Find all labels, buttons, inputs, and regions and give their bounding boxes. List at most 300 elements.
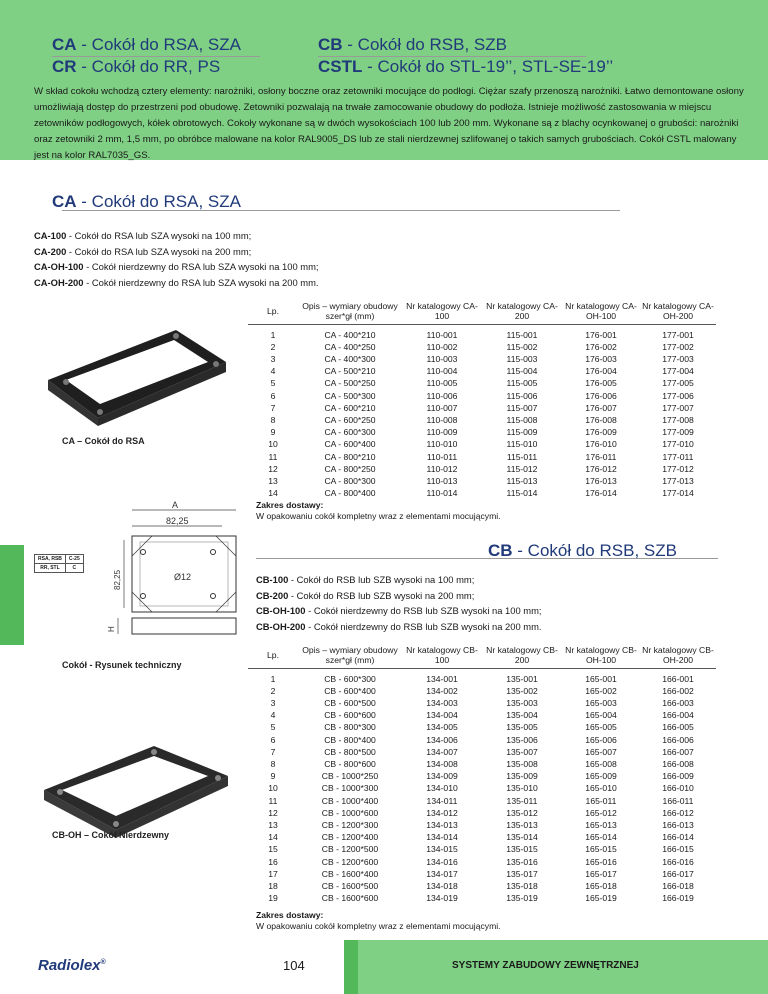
table-cell: 4	[270, 710, 276, 721]
table-cell: 134-011	[426, 795, 458, 806]
drawing-caption: Cokół - Rysunek techniczny	[62, 660, 182, 670]
table-cell: 177-011	[662, 451, 694, 462]
table-cell: 134-006	[426, 734, 458, 745]
table-cell: 134-019	[426, 893, 458, 904]
cr-code: CR	[52, 57, 77, 76]
table-cell: 115-011	[506, 451, 538, 462]
ca-zakres-title: Zakres dostawy:	[256, 500, 324, 510]
table-cell: 115-006	[506, 390, 538, 401]
table-cell: CA - 400*250	[324, 341, 376, 352]
table-cell: CA - 600*400	[324, 439, 376, 450]
table-cell: 12	[268, 463, 278, 474]
table-cell: 166-009	[662, 771, 694, 782]
table-cell: 165-014	[585, 832, 617, 843]
table-cell: 177-004	[662, 366, 694, 377]
table-cell: 10	[268, 783, 278, 794]
table-row	[248, 685, 716, 697]
header-cell: Nr katalogowy CA-OH-100	[565, 300, 637, 321]
table-cell: 14	[268, 832, 278, 843]
table-row	[248, 709, 716, 721]
table-cell: 134-015	[426, 844, 458, 855]
cb-section-code: CB	[488, 541, 513, 560]
table-cell: 9	[270, 771, 276, 782]
cb-title-rule	[256, 558, 718, 559]
table-cell: 110-009	[426, 427, 458, 438]
table-cell: 166-017	[662, 868, 694, 879]
table-row	[248, 795, 716, 807]
dim-side-label: 82,25	[113, 569, 122, 590]
table-row	[248, 856, 716, 868]
table-cell: 134-012	[426, 807, 458, 818]
table-cell: 8	[270, 414, 276, 425]
dim-a-label: A	[172, 500, 179, 510]
table-cell: 177-003	[662, 353, 694, 364]
table-row	[248, 697, 716, 709]
table-cell: 110-014	[426, 488, 458, 499]
table-cell: 110-010	[426, 439, 458, 450]
table-cell: CA - 800*300	[324, 475, 376, 486]
list-item: CA-200 - Cokół do RSA lub SZA wysoki na 200 mm;	[34, 245, 252, 257]
table-cell: 134-016	[426, 856, 458, 867]
header-cell: Lp.	[267, 305, 279, 316]
table-cell: 166-014	[662, 832, 694, 843]
cb-zakres-text: W opakowaniu cokół kompletny wraz z elementami mocującymi.	[256, 921, 501, 931]
drawing-size-table: RSA, RSB C-25 RR, STL C	[34, 554, 84, 573]
header-cell: Nr katalogowy CA-100	[406, 300, 478, 321]
table-row	[248, 414, 716, 426]
table-cell: 135-018	[506, 880, 538, 891]
table-cell: 110-004	[426, 366, 458, 377]
table-cell: 166-001	[662, 673, 694, 684]
table-row	[248, 758, 716, 770]
ca-section-rest: - Cokół do RSA, SZA	[76, 192, 241, 211]
header-left-title	[52, 34, 260, 57]
table-row	[248, 451, 716, 463]
table-cell: 134-005	[426, 722, 458, 733]
table-cell: 135-016	[506, 856, 538, 867]
table-cell: 165-010	[585, 783, 617, 794]
table-cell: 115-003	[506, 353, 538, 364]
table-cell: 5	[270, 378, 276, 389]
table-cell: 3	[270, 353, 276, 364]
table-cell: 10	[268, 439, 278, 450]
table-cell: 166-019	[662, 893, 694, 904]
table-cell: 134-018	[426, 880, 458, 891]
cb-code: CB	[318, 35, 343, 54]
table-cell: 5	[270, 722, 276, 733]
ca-plinth-photo	[36, 320, 232, 430]
table-row	[248, 341, 716, 353]
table-cell: 165-005	[585, 722, 617, 733]
table-cell: 115-010	[506, 439, 538, 450]
table-cell: 115-013	[506, 475, 538, 486]
table-cell: 1	[270, 329, 276, 340]
table-cell: 177-014	[662, 488, 694, 499]
table-cell: 135-008	[506, 758, 538, 769]
header-cell: Nr katalogowy CB-100	[406, 644, 478, 665]
table-cell: 166-006	[662, 734, 694, 745]
table-cell: 135-010	[506, 783, 538, 794]
header-cell: Nr katalogowy CA-OH-200	[642, 300, 714, 321]
table-cell: 176-012	[585, 463, 617, 474]
technical-drawing	[100, 500, 240, 650]
table-cell: 135-017	[506, 868, 538, 879]
table-cell: CA - 600*210	[324, 402, 376, 413]
table-cell: 13	[268, 475, 278, 486]
table-cell: 176-006	[585, 390, 617, 401]
table-row	[248, 807, 716, 819]
table-cell: 110-008	[426, 414, 458, 425]
table-cell: 165-016	[585, 856, 617, 867]
table-cell: 165-009	[585, 771, 617, 782]
header-cell: Nr katalogowy CA-200	[486, 300, 558, 321]
table-cell: 6	[270, 390, 276, 401]
table-cell: 110-013	[426, 475, 458, 486]
table-cell: 110-002	[426, 341, 458, 352]
dim-top-label: 82,25	[166, 516, 189, 526]
table-cell: 166-011	[662, 795, 694, 806]
intro-paragraph: W skład cokołu wchodzą cztery elementy: narożniki, osłony boczne oraz zetowniki mocujące do podłogi. Ciężar szafy przenoszą narożniki. Łatwo demontowane osłony umożliwiają dostęp do przestrzeni pod obudowę. Zetowniki pozwalają na trwałe zamocowanie obudowy do podłoża. Istnieje możliwość zastosowania w miejscu zetowników podłogowych, kółek obrotowych. Cokoły wykonane są w dwóch wysokościach 100 lub 200 mm. Wykonane są z blachy ocynkowanej o grubości: narożniki oraz zetowniki 2 mm, 1,5 mm, po obróbce malowane na kolor RAL9005_DS lub ze stali nierdzewnej szlifowanej o takich samych grubościach. Cokół CSTL malowany jest na kolor RAL7035_GS.	[34, 86, 744, 161]
ca-catalog-table	[248, 298, 716, 499]
table-cell: 15	[268, 844, 278, 855]
table-row	[248, 734, 716, 746]
table-cell: 177-005	[662, 378, 694, 389]
list-item: CB-100 - Cokół do RSB lub SZB wysoki na 100 mm;	[256, 574, 475, 585]
table-row	[248, 402, 716, 414]
cr-title	[52, 56, 220, 78]
table-cell: CB - 1200*600	[321, 856, 379, 867]
table-cell: 165-002	[585, 685, 617, 696]
table-cell: 177-006	[662, 390, 694, 401]
cb-variant-list	[256, 572, 542, 634]
table-row	[248, 782, 716, 794]
list-item: CB-OH-100 - Cokół nierdzewny do RSB lub SZB wysoki na 100 mm;	[256, 605, 542, 617]
table-cell: 176-008	[585, 414, 617, 425]
table-cell: 176-001	[585, 329, 617, 340]
table-cell: 11	[268, 451, 278, 462]
table-cell: 135-002	[506, 685, 538, 696]
table-cell: 134-004	[426, 710, 458, 721]
cstl-title	[318, 56, 613, 78]
table-cell: 7	[270, 402, 276, 413]
table-cell: CB - 1000*400	[321, 795, 379, 806]
table-cell: 135-007	[506, 746, 538, 757]
table-cell: 177-013	[662, 475, 694, 486]
table-cell: 135-001	[506, 673, 538, 684]
table-cell: 2	[270, 341, 276, 352]
table-cell: 3	[270, 697, 276, 708]
table-cell: 176-014	[585, 488, 617, 499]
table-cell: CB - 1000*300	[321, 783, 379, 794]
table-cell: 110-007	[426, 402, 458, 413]
table-cell: 110-001	[426, 329, 458, 340]
ca-code: CA	[52, 35, 77, 54]
table-cell: 166-003	[662, 697, 694, 708]
table-cell: 134-009	[426, 771, 458, 782]
radiolex-logo: Radiolex®	[38, 957, 106, 974]
table-cell: 2	[270, 685, 276, 696]
table-cell: 135-004	[506, 710, 538, 721]
footer-accent	[344, 940, 358, 994]
table-cell: 134-017	[426, 868, 458, 879]
table-cell: 166-002	[662, 685, 694, 696]
table-cell: 166-013	[662, 819, 694, 830]
table-cell: 165-004	[585, 710, 617, 721]
table-cell: CA - 600*250	[324, 414, 376, 425]
table-cell: 115-005	[506, 378, 538, 389]
table-cell: 166-008	[662, 758, 694, 769]
ca-rest: - Cokół do RSA, SZA	[76, 35, 241, 54]
table-cell: 166-007	[662, 746, 694, 757]
table-cell: CB - 1200*500	[321, 844, 379, 855]
table-cell: 19	[268, 893, 278, 904]
table-cell: 134-010	[426, 783, 458, 794]
table-cell: 115-009	[506, 427, 538, 438]
table-row	[248, 475, 716, 487]
table-row	[248, 668, 716, 685]
list-item: CA-OH-200 - Cokół nierdzewny do RSA lub SZA wysoki na 200 mm.	[34, 276, 319, 288]
table-cell: 17	[268, 868, 278, 879]
table-cell: 165-001	[585, 673, 617, 684]
table-cell: CB - 1200*400	[321, 832, 379, 843]
header-cell: Nr katalogowy CB-200	[486, 644, 558, 665]
table-row	[248, 721, 716, 733]
table-cell: 1	[270, 673, 276, 684]
table-cell: CB - 600*500	[324, 697, 376, 708]
header-right-title	[318, 34, 586, 57]
table-row	[248, 365, 716, 377]
table-cell: 177-012	[662, 463, 694, 474]
ca-title-rule	[62, 210, 620, 211]
table-cell: CB - 800*300	[324, 722, 376, 733]
table-cell: CA - 500*210	[324, 366, 376, 377]
table-cell: CA - 500*250	[324, 378, 376, 389]
cstl-code: CSTL	[318, 57, 363, 76]
table-cell: 115-002	[506, 341, 538, 352]
table-cell: 115-012	[506, 463, 538, 474]
table-cell: 134-013	[426, 819, 458, 830]
table-cell: 166-012	[662, 807, 694, 818]
table-cell: 176-007	[585, 402, 617, 413]
table-row	[248, 324, 716, 341]
table-header-row	[248, 642, 716, 668]
table-cell: 11	[268, 795, 278, 806]
table-row	[248, 843, 716, 855]
header-cell: Opis – wymiary obudowy szer*gł (mm)	[302, 300, 398, 321]
list-item: CA-100 - Cokół do RSA lub SZA wysoki na 100 mm;	[34, 230, 252, 241]
table-cell: 115-001	[506, 329, 538, 340]
table-cell: 176-009	[585, 427, 617, 438]
list-item: CB-OH-200 - Cokół nierdzewny do RSB lub SZB wysoki na 200 mm.	[256, 620, 542, 632]
cb-photo-caption: CB-OH – Cokół Nierdzewny	[52, 830, 170, 840]
hole-diameter-label: Ø12	[174, 572, 192, 582]
ca-photo-caption: CA – Cokół do RSA	[62, 436, 145, 446]
table-cell: CB - 1600*600	[321, 893, 379, 904]
table-cell: CB - 1200*300	[321, 819, 379, 830]
table-row	[248, 831, 716, 843]
table-cell: CA - 400*300	[324, 353, 376, 364]
table-cell: CB - 600*400	[324, 685, 376, 696]
table-cell: 177-008	[662, 414, 694, 425]
table-cell: CA - 600*300	[324, 427, 376, 438]
table-cell: CA - 800*400	[324, 488, 376, 499]
table-cell: 177-001	[662, 329, 694, 340]
side-marker	[0, 545, 24, 645]
table-cell: 110-012	[426, 463, 458, 474]
table-row	[248, 746, 716, 758]
table-cell: 165-012	[585, 807, 617, 818]
table-cell: 135-013	[506, 819, 538, 830]
table-cell: 165-008	[585, 758, 617, 769]
table-cell: CA - 500*300	[324, 390, 376, 401]
table-cell: 176-003	[585, 353, 617, 364]
table-cell: 134-001	[426, 673, 458, 684]
table-cell: 165-017	[585, 868, 617, 879]
table-cell: CB - 800*600	[324, 758, 376, 769]
table-cell: CB - 800*400	[324, 734, 376, 745]
table-cell: 115-014	[506, 488, 538, 499]
table-cell: 177-009	[662, 427, 694, 438]
dim-h-label: H	[107, 626, 116, 632]
table-cell: CB - 1600*500	[321, 880, 379, 891]
table-cell: 8	[270, 758, 276, 769]
cr-rest: - Cokół do RR, PS	[76, 57, 221, 76]
table-cell: 13	[268, 819, 278, 830]
table-cell: 115-007	[506, 402, 538, 413]
header-cell: Opis – wymiary obudowy szer*gł (mm)	[302, 644, 398, 665]
cb-rest: - Cokół do RSB, SZB	[342, 35, 507, 54]
table-cell: 177-007	[662, 402, 694, 413]
table-cell: 177-010	[662, 439, 694, 450]
table-cell: 165-018	[585, 880, 617, 891]
ca-section-code: CA	[52, 192, 77, 211]
table-cell: CB - 800*500	[324, 746, 376, 757]
table-cell: 14	[268, 488, 278, 499]
table-cell: CA - 800*250	[324, 463, 376, 474]
cb-plinth-photo	[36, 740, 232, 840]
table-header-row	[248, 298, 716, 324]
table-cell: 135-009	[506, 771, 538, 782]
list-item: CB-200 - Cokół do RSB lub SZB wysoki na 200 mm;	[256, 589, 475, 601]
table-cell: 176-010	[585, 439, 617, 450]
table-cell: CA - 800*210	[324, 451, 376, 462]
table-cell: 166-018	[662, 880, 694, 891]
ca-delivery-scope	[256, 500, 501, 522]
table-cell: 110-006	[426, 390, 458, 401]
table-cell: 16	[268, 856, 278, 867]
table-row	[248, 438, 716, 450]
table-cell: CB - 600*600	[324, 710, 376, 721]
table-cell: 165-019	[585, 893, 617, 904]
table-row	[248, 770, 716, 782]
table-cell: 166-010	[662, 783, 694, 794]
table-cell: 4	[270, 366, 276, 377]
table-cell: 165-011	[585, 795, 617, 806]
table-row	[248, 463, 716, 475]
table-cell: 176-005	[585, 378, 617, 389]
table-cell: 12	[268, 807, 278, 818]
table-row	[248, 353, 716, 365]
table-row	[248, 868, 716, 880]
table-cell: 110-003	[426, 353, 458, 364]
table-cell: 166-005	[662, 722, 694, 733]
table-cell: 135-014	[506, 832, 538, 843]
table-cell: 134-002	[426, 685, 458, 696]
table-cell: CB - 1000*250	[321, 771, 379, 782]
table-cell: 166-016	[662, 856, 694, 867]
table-row	[248, 892, 716, 904]
ca-variant-list	[34, 228, 319, 290]
cb-zakres-title: Zakres dostawy:	[256, 910, 324, 920]
cb-delivery-scope	[256, 910, 501, 932]
table-row	[248, 390, 716, 402]
table-cell: 9	[270, 427, 276, 438]
table-cell: 165-015	[585, 844, 617, 855]
table-cell: CB - 1000*600	[321, 807, 379, 818]
table-cell: 135-011	[506, 795, 538, 806]
footer-section-title: SYSTEMY ZABUDOWY ZEWNĘTRZNEJ	[452, 960, 639, 971]
cstl-rest: - Cokół do STL-19’’, STL-SE-19’’	[362, 57, 614, 76]
header-cell: Lp.	[267, 649, 279, 660]
table-cell: 176-011	[585, 451, 617, 462]
table-cell: 176-013	[585, 475, 617, 486]
table-cell: 110-005	[426, 378, 458, 389]
table-cell: 166-015	[662, 844, 694, 855]
table-cell: 166-004	[662, 710, 694, 721]
table-cell: 115-004	[506, 366, 538, 377]
header-cell: Nr katalogowy CB-OH-100	[565, 644, 637, 665]
table-row	[248, 377, 716, 389]
table-cell: 6	[270, 734, 276, 745]
table-cell: 134-014	[426, 832, 458, 843]
table-cell: 135-015	[506, 844, 538, 855]
table-cell: 176-002	[585, 341, 617, 352]
table-cell: 134-007	[426, 746, 458, 757]
table-row	[248, 819, 716, 831]
table-cell: 177-002	[662, 341, 694, 352]
ca-zakres-text: W opakowaniu cokół kompletny wraz z elementami mocującymi.	[256, 511, 501, 521]
table-cell: 18	[268, 880, 278, 891]
page-number: 104	[283, 958, 305, 973]
table-cell: 135-006	[506, 734, 538, 745]
table-cell: CA - 400*210	[324, 329, 376, 340]
cb-section-rest: - Cokół do RSB, SZB	[512, 541, 677, 560]
table-cell: 134-003	[426, 697, 458, 708]
table-row	[248, 487, 716, 499]
header-cell: Nr katalogowy CB-OH-200	[642, 644, 714, 665]
section-title-ca	[52, 192, 241, 212]
table-row	[248, 426, 716, 438]
table-cell: CB - 1600*400	[321, 868, 379, 879]
table-cell: 165-007	[585, 746, 617, 757]
table-cell: 135-019	[506, 893, 538, 904]
table-cell: 134-008	[426, 758, 458, 769]
table-cell: 115-008	[506, 414, 538, 425]
table-cell: CB - 600*300	[324, 673, 376, 684]
table-cell: 7	[270, 746, 276, 757]
list-item: CA-OH-100 - Cokół nierdzewny do RSA lub SZA wysoki na 100 mm;	[34, 261, 319, 273]
table-cell: 135-005	[506, 722, 538, 733]
table-cell: 110-011	[426, 451, 458, 462]
table-cell: 165-013	[585, 819, 617, 830]
table-cell: 176-004	[585, 366, 617, 377]
cb-catalog-table	[248, 642, 716, 904]
table-row	[248, 880, 716, 892]
table-cell: 165-006	[585, 734, 617, 745]
table-cell: 165-003	[585, 697, 617, 708]
table-cell: 135-012	[506, 807, 538, 818]
table-cell: 135-003	[506, 697, 538, 708]
